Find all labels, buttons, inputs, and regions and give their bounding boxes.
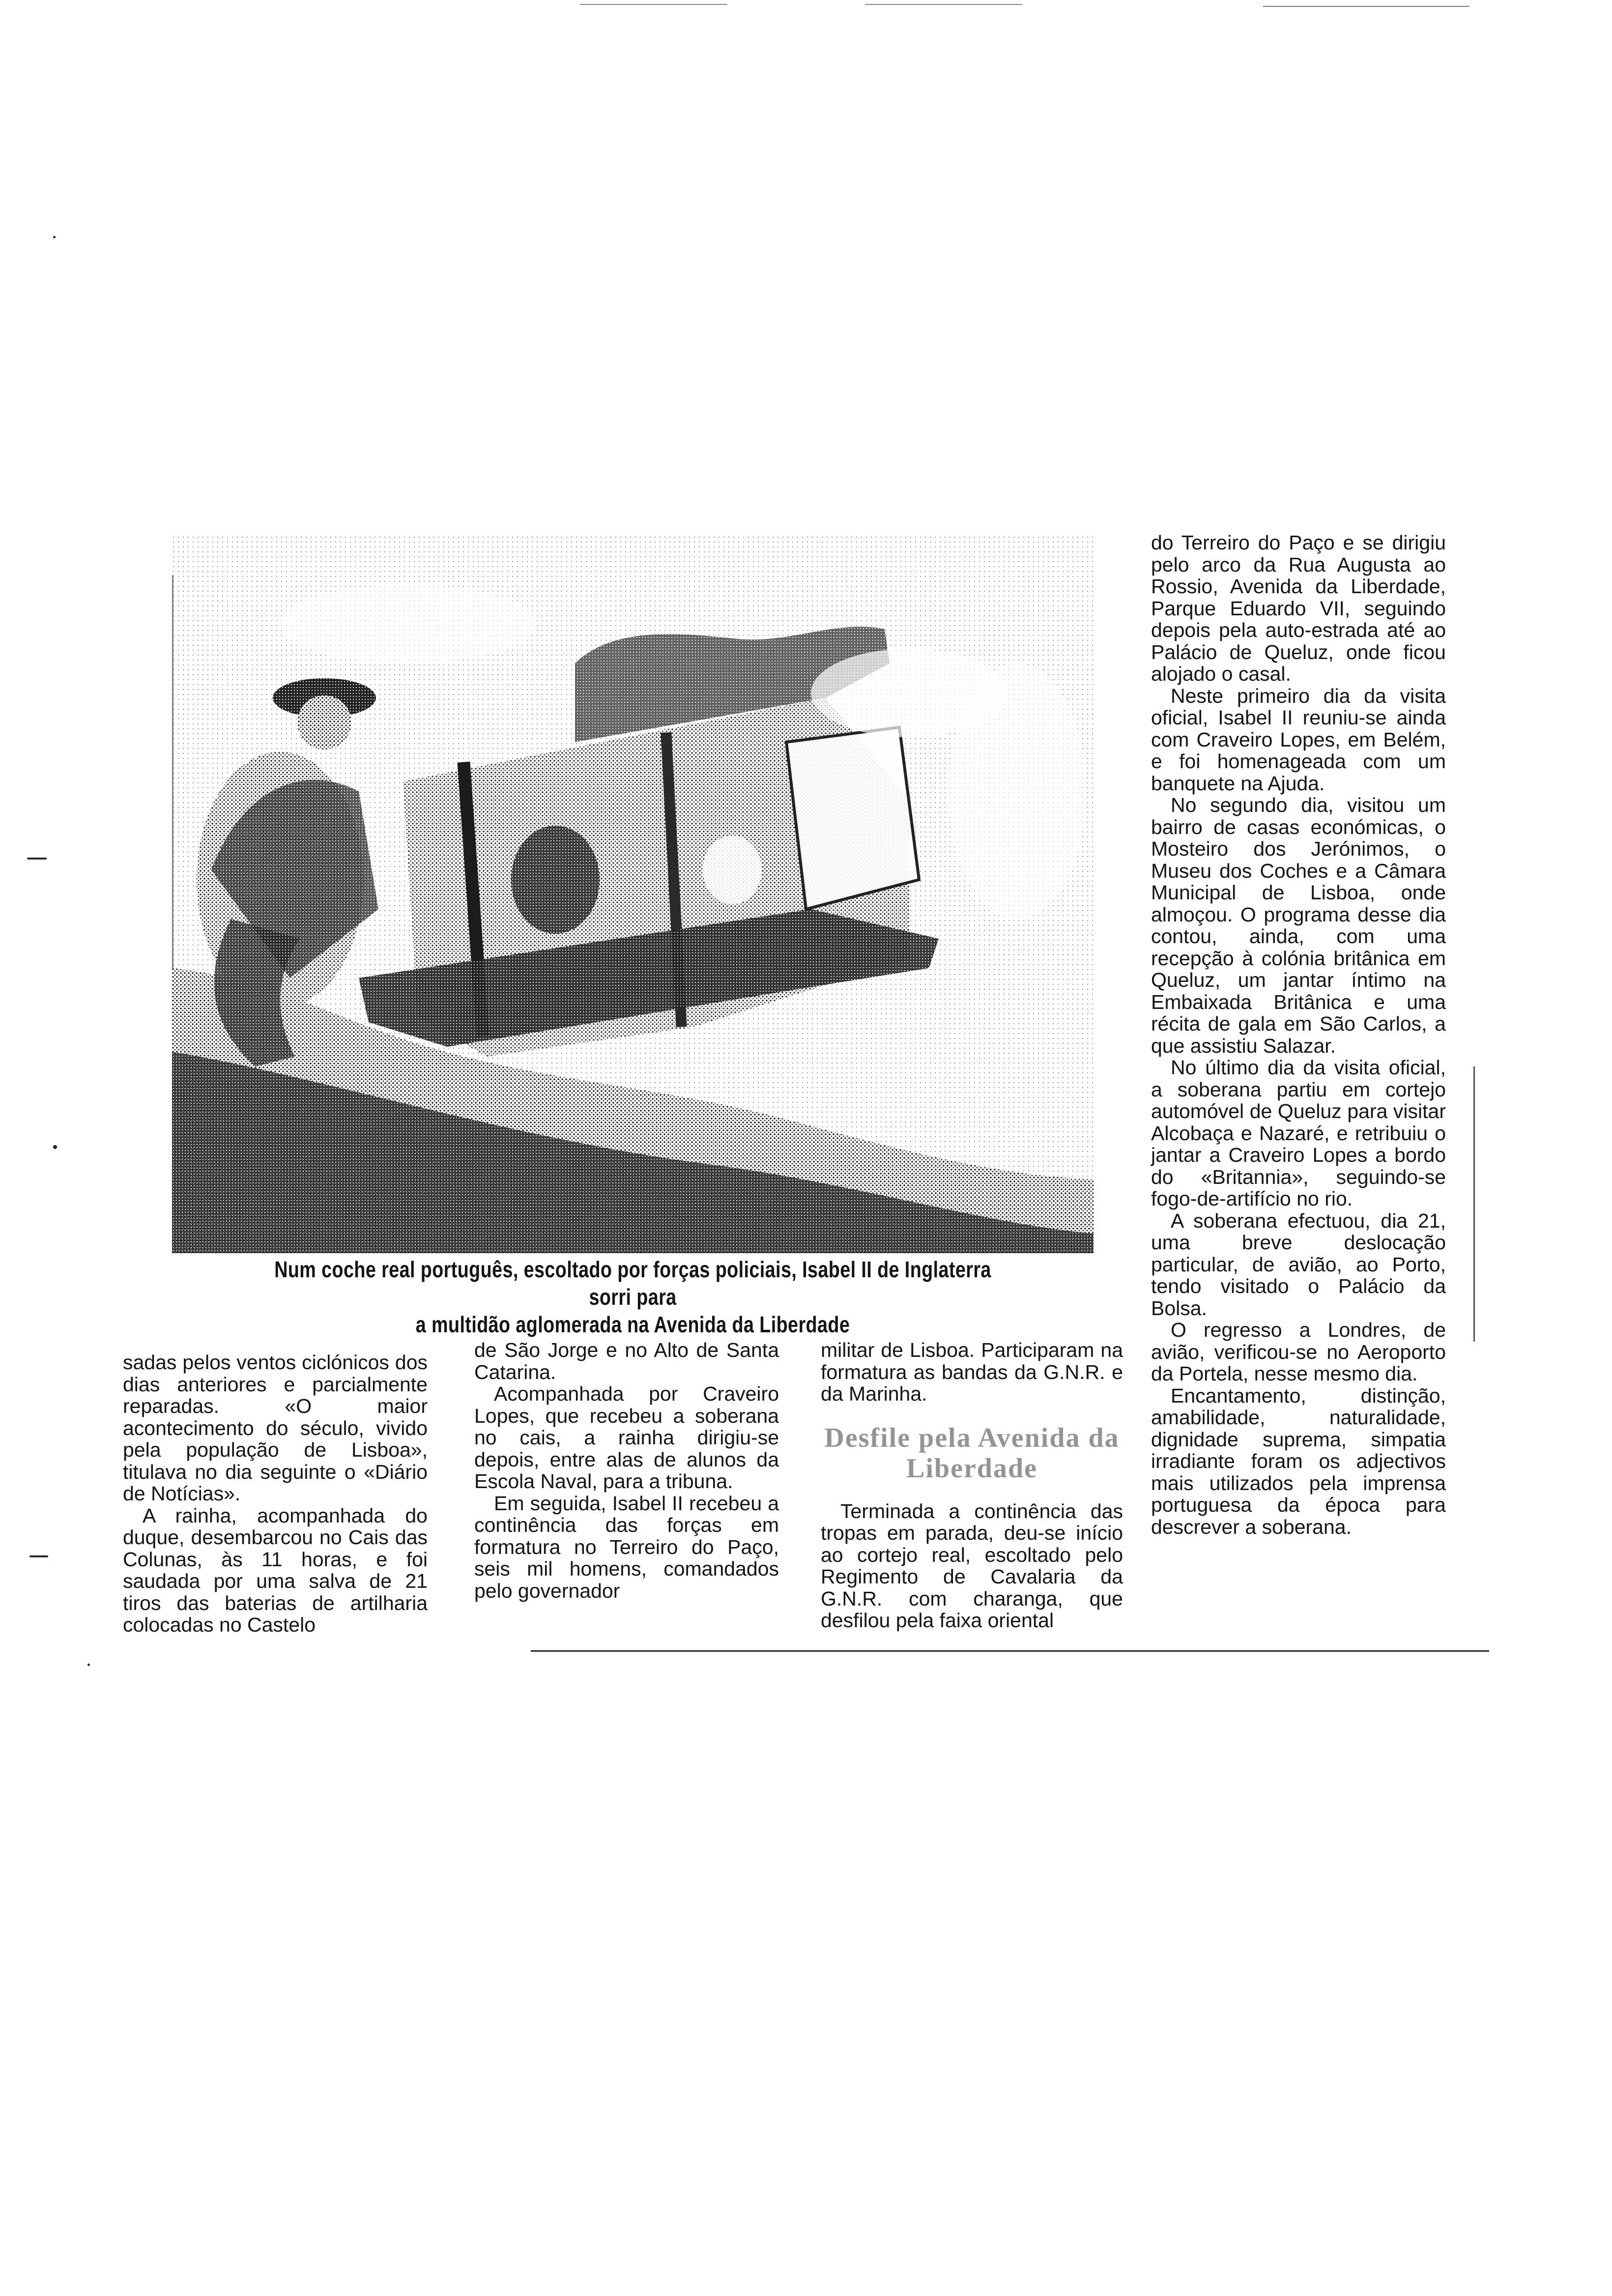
photo-caption-line-2: a multidão aglomerada na Avenida da Liberdade <box>415 1312 850 1337</box>
coach-photograph <box>172 536 1094 1253</box>
scan-speck <box>87 1664 90 1666</box>
scan-edge-line <box>580 4 727 5</box>
scan-margin-mark <box>1473 1066 1475 1342</box>
paragraph: No segundo dia, visitou um bairro de casas económicas, o Mosteiro dos Jerónimos, o Museu dos Coches e a Câmara Municipal de Lisboa, onde almoçou. O programa desse dia contou, ainda, com uma recepção à colónia britânica em Queluz, um jantar íntimo na Embaixada Britânica e uma récita de gala em São Carlos, a que assistiu Salazar. <box>1151 794 1446 1057</box>
scan-edge-mark <box>27 858 47 860</box>
paragraph: A rainha, acompanhada do duque, desembarcou no Cais das Colunas, às 11 horas, e foi saudada por uma salva de 21 tiros das baterias de artilharia colocadas no Castelo <box>123 1504 428 1636</box>
paragraph: Encantamento, distinção, amabilidade, naturalidade, dignidade suprema, simpatia irradiante foram os adjectivos mais utilizados pela imprensa portuguesa da época para descrever a soberana. <box>1151 1384 1446 1538</box>
article-right-column <box>1151 532 1446 1538</box>
paragraph: do Terreiro do Paço e se dirigiu pelo arco da Rua Augusta ao Rossio, Avenida da Liberdade, Parque Eduardo VII, seguindo depois pela auto-estrada até ao Palácio de Queluz, onde ficou alojado o casal. <box>1151 531 1446 685</box>
scan-edge-line <box>865 4 1022 5</box>
photo-caption-line-1: Num coche real português, escoltado por forças policiais, Isabel II de Inglaterra sorri para <box>274 1257 991 1310</box>
paragraph: No último dia da visita oficial, a soberana partiu em cortejo automóvel de Queluz para visitar Alcobaça e Nazaré, e retribuiu o jantar a Craveiro Lopes a bordo do «Britannia», seguindo-se fogo-de-artifício no rio. <box>1151 1056 1446 1210</box>
scan-speck <box>53 236 56 238</box>
bottom-rule <box>531 1650 1489 1652</box>
paragraph: militar de Lisboa. Participaram na formatura as bandas da G.N.R. e da Marinha. <box>821 1339 1123 1405</box>
scan-edge-line <box>1263 6 1469 7</box>
paragraph: O regresso a Londres, de avião, verificou-se no Aeroporto da Portela, nesse mesmo dia. <box>1151 1319 1446 1385</box>
article-column-3 <box>821 1339 1123 1632</box>
scan-edge-mark <box>29 1555 48 1557</box>
paragraph: Acompanhada por Craveiro Lopes, que recebeu a soberana no cais, a rainha dirigiu-se depois, entre alas de alunos da Escola Naval, para a tribuna. <box>474 1382 779 1492</box>
paragraph: A soberana efectuou, dia 21, uma breve deslocação particular, de avião, ao Porto, tendo visitado o Palácio da Bolsa. <box>1151 1209 1446 1320</box>
paragraph: de São Jorge e no Alto de Santa Catarina. <box>474 1339 779 1383</box>
section-subheading: Desfile pela Avenida da Liberdade <box>824 1422 1120 1484</box>
paragraph: Neste primeiro dia da visita oficial, Isabel II reuniu-se ainda com Craveiro Lopes, em Belém, e foi homenageada com um banquete na Ajuda. <box>1151 684 1446 795</box>
paragraph: Terminada a continência das tropas em parada, deu-se início ao cortejo real, escoltado pelo Regimento de Cavalaria da G.N.R. com charanga, que desfilou pela faixa oriental <box>821 1499 1123 1632</box>
photo-caption <box>255 1256 1011 1338</box>
scan-speck <box>53 1145 57 1149</box>
paragraph: Em seguida, Isabel II recebeu a continência das forças em formatura no Terreiro do Paço, seis mil homens, comandados pelo governador <box>474 1492 779 1602</box>
paragraph: sadas pelos ventos ciclónicos dos dias anteriores e parcialmente reparadas. «O maior acontecimento do século, vivido pela população de Lisboa», titulava no dia seguinte o «Diário de Notícias». <box>123 1351 428 1505</box>
article-column-2 <box>474 1339 779 1602</box>
article-column-1 <box>123 1351 428 1636</box>
